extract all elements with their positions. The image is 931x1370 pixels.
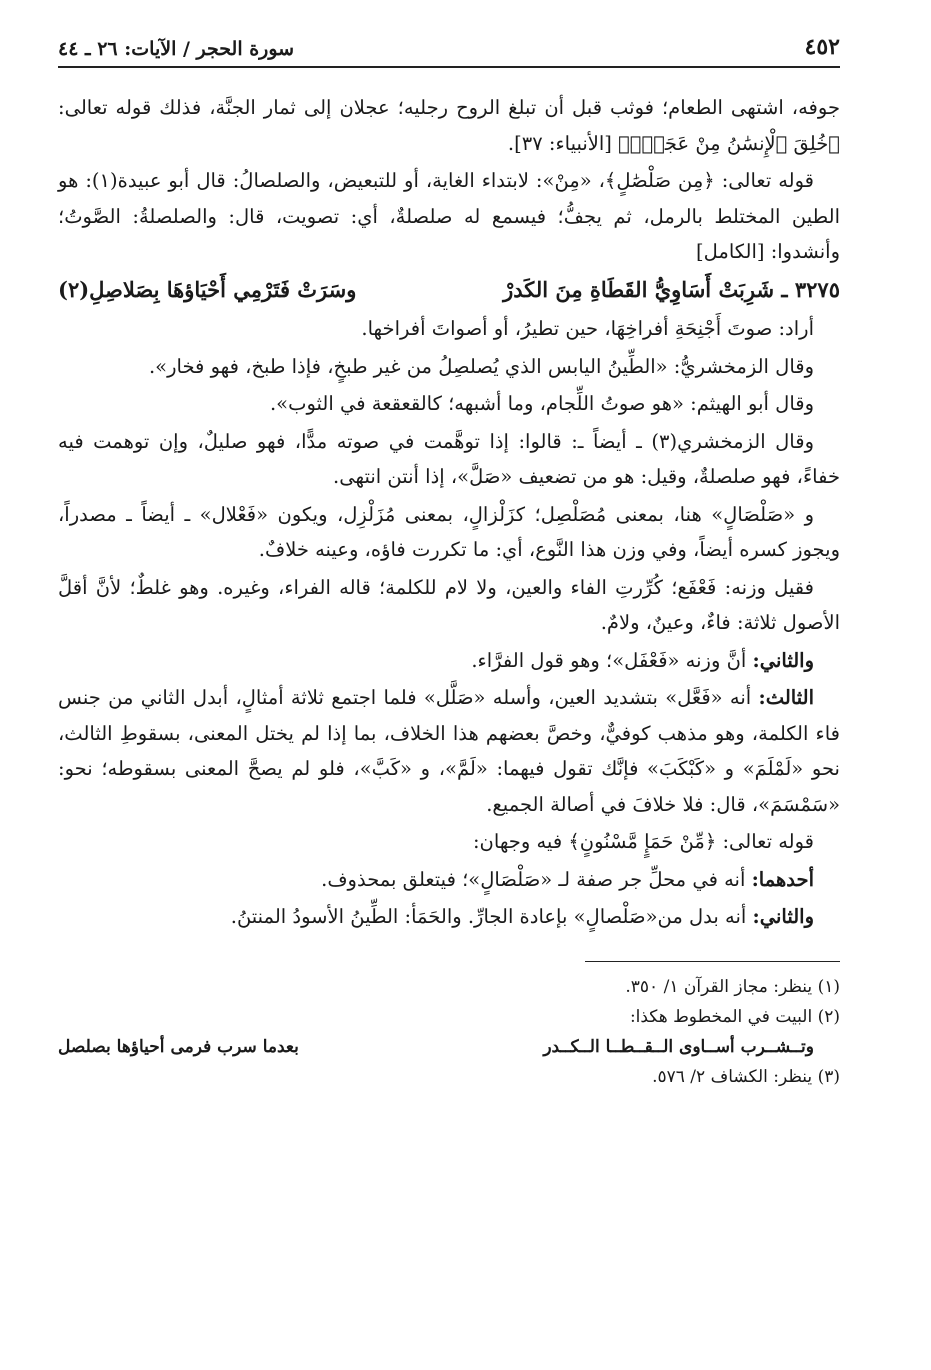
page-header [58, 28, 840, 68]
footnote: (١) ينظر: مجاز القرآن ١/ ٣٥٠. [625, 976, 840, 997]
paragraph: وقال أبو الهيثم: «هو صوتُ اللِّجام، وما أشبهه؛ كالقعقعة في الثوب». [269, 392, 814, 415]
paragraph-labeled [58, 643, 840, 679]
footnote-separator [585, 961, 840, 962]
paragraph-text: أنه في محلِّ جر صفة لـ «صَلْصَالٍ»؛ فيتعلق بمحذوف. [321, 867, 752, 891]
verse-hemistich-first [503, 272, 840, 308]
paragraph: قوله تعالى: ﴿مِّنْ حَمَإٍ مَّسْنُونٍ﴾ فيه وجهان: [472, 830, 814, 853]
verse-hemistich-text: شَرِبَتْ أَسَاوِيُّ القَطَاةِ مِنَ الكَدرْ [503, 276, 775, 302]
paragraph-label: أحدهما: [751, 867, 814, 891]
paragraph-labeled [58, 899, 840, 935]
footnote: (٣) ينظر: الكشاف ٢/ ٥٧٦. [652, 1066, 840, 1087]
paragraph-label: والثاني: [752, 905, 814, 928]
page [58, 28, 840, 1092]
footnote-verse-second: بعدما سرب فرمى أحياؤها بصلصل [58, 1036, 299, 1057]
running-title: سورة الحجر / الآيات: ٢٦ ـ ٤٤ [58, 38, 295, 60]
paragraph: و «صَلْصَالٍ» هنا، بمعنى مُصَلْصِل؛ كزَلْزالٍ، بمعنى مُزَلْزِل، ويكون «فَعْلال» ـ أيضاً ـ مصدراً، ويجوز كسره أيضاً، وفي وزن هذا النَّوع، أي: ما تكررت فاؤه، وعينه خلافٌ. [58, 502, 840, 561]
paragraph: أراد: صوتَ أَجْنِحَةِ أفراخِهَا، حين تطيرُ، أو أصواتَ أفراخها. [361, 317, 814, 340]
footnote-verse-first: وتــشــرب أســاوى الــقــطــا الــكــدر [543, 1036, 814, 1057]
paragraph: فقيل وزنه: فَعْفَع؛ كُرِّرتِ الفاء والعين، ولا لام للكلمة؛ قاله الفراء، وغيره. وهو غلطٌ؛ لأنَّ أقلَّ الأصول ثلاثة: فاءٌ، وعينٌ، ولامٌ. [58, 575, 840, 634]
footnote: (٢) البيت في المخطوط هكذا: [629, 1006, 840, 1027]
paragraph: جوفه، اشتهى الطعام؛ فوثب قبل أن تبلغ الروح رجليه؛ عجلان إلى ثمار الجنَّة، فذلك قوله تعالى: ﴿خُلِقَ ٱلْإِنسَٰنُ مِنْ عَجَلٍۚ﴾ [الأنبياء: ٣٧]. [58, 96, 840, 155]
paragraph-text: أنه بدل من«صَلْصالٍ» بإعادة الجارِّ. والحَمَأ: الطِّينُ الأسودُ المنتنُ. [230, 905, 753, 928]
footnotes [58, 972, 840, 1092]
verse-hemistich-second: وسَرَتْ فَتَرْمِي أَحْيَاؤهَا بِصَلاصِلِ(٢) [58, 276, 357, 302]
paragraph-labeled [58, 680, 840, 822]
footnote-verse [58, 1032, 840, 1062]
paragraph: وقال الزمخشري(٣) ـ أيضاً ـ: قالوا: إذا توهَّمت في صوته مدًّا، فهو صليلٌ، وإن توهمت فيه خفاءً، فهو صلصلةٌ، وقيل: هو من تضعيف «صَلَّ»، إذا أنتن انتهى. [58, 429, 840, 488]
paragraph-labeled [58, 862, 840, 898]
verse-number: ٣٢٧٥ ـ [781, 276, 840, 302]
paragraph-text: أنَّ وزنه «فَعْفَل»؛ وهو قول الفرَّاء. [471, 648, 753, 672]
paragraph-text: أنه «فَعَّل» بتشديد العين، وأسله «صَلَّل» فلما اجتمع ثلاثة أمثالٍ، أبدل الثاني من جنس فاء الكلمة، وهو مذهب كوفيٌّ، وخصَّ بعضهم هذا الخلاف، بما إذا لم يختل المعنى، بسقوطِ الثالث، نحو «لَمْلَمَ» و «كَبْكَبَ» فإنَّك تقول فيهما: «لَمَّ»، و «كَبَّ»، فلو لم يصحَّ المعنى بسقوطه؛ نحو: «سَمْسَمَ»، قال: فلا خلافَ في أصالة الجميع. [58, 686, 840, 816]
paragraph: وقال الزمخشريُّ: «الطِّينُ اليابس الذي يُصلصِلُ من غير طبخٍ، فإذا طبخ، فهو فخار». [148, 354, 814, 378]
paragraph-label: والثاني: [752, 648, 814, 672]
paragraph: قوله تعالى: ﴿مِن صَلْصَٰلٍ﴾، «مِنْ»: لابتداء الغاية، أو للتبعيض، والصلصالُ: قال أبو عبيدة(١): هو الطين المختلط بالرمل، ثم يجفُّ؛ فيسمع له صلصلةٌ، أي: تصويت، قال: والصلصلةُ: الصَّوتُ؛ وأنشدوا: [الكامل] [58, 169, 840, 263]
paragraph-label: الثالث: [758, 686, 814, 709]
main-text [58, 90, 840, 935]
poetry-verse [58, 272, 840, 308]
page-number: ٤٥٢ [804, 34, 840, 60]
